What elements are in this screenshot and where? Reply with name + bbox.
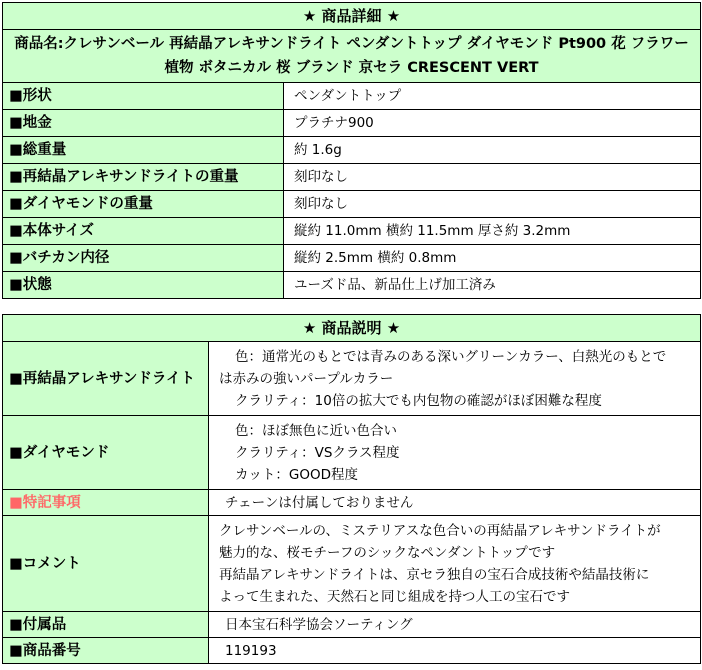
comment-line: よって生まれた、天然石と同じ組成を持つ人工の宝石です	[219, 588, 570, 605]
accessories-label: ■付属品	[3, 612, 209, 638]
comment-line: 魅力的な、桜モチーフのシックなペンダントトップです	[219, 544, 556, 561]
diamond-description	[209, 416, 701, 490]
alexandrite-weight-label: ■再結晶アレキサンドライトの重量	[3, 164, 284, 191]
metal-label: ■地金	[3, 110, 284, 137]
total-weight-value: 約 1.6g	[284, 137, 701, 164]
diamond-weight-value: 刻印なし	[284, 191, 701, 218]
bail-size-value: 縦約 2.5mm 横約 0.8mm	[284, 245, 701, 272]
alexandrite-label: ■再結晶アレキサンドライト	[3, 342, 209, 416]
condition-label: ■状態	[3, 272, 284, 299]
comment-label: ■コメント	[3, 516, 209, 612]
body-size-label: ■本体サイズ	[3, 218, 284, 245]
special-notes-value: チェーンは付属しておりません	[209, 490, 701, 516]
alexandrite-weight-value: 刻印なし	[284, 164, 701, 191]
shape-label: ■形状	[3, 83, 284, 110]
alexandrite-description	[209, 342, 701, 416]
alexandrite-line: クラリティ：10倍の拡大でも内包物の確認がほぼ困難な程度	[235, 392, 602, 409]
item-number-value: 119193	[209, 638, 701, 664]
product-details-table	[2, 2, 701, 299]
body-size-value: 縦約 11.0mm 横約 11.5mm 厚さ約 3.2mm	[284, 218, 701, 245]
bail-size-label: ■バチカン内径	[3, 245, 284, 272]
comment-line: 再結晶アレキサンドライトは、京セラ独自の宝石合成技術や結晶技術に	[219, 566, 650, 583]
details-header: ★ 商品詳細 ★	[3, 3, 701, 30]
alexandrite-line: 色：通常光のもとでは青みのある深いグリーンカラー、白熱光のもとで	[235, 348, 667, 365]
comment-text	[209, 516, 701, 612]
special-notes-label: ■特記事項	[3, 490, 209, 516]
diamond-line: 色：ほぼ無色に近い色合い	[235, 422, 397, 439]
accessories-value: 日本宝石科学協会ソーティング	[209, 612, 701, 638]
diamond-label: ■ダイヤモンド	[3, 416, 209, 490]
diamond-line: カット：GOOD程度	[235, 466, 358, 483]
diamond-line: クラリティ：VSクラス程度	[235, 444, 400, 461]
metal-value: プラチナ900	[284, 110, 701, 137]
item-number-label: ■商品番号	[3, 638, 209, 664]
description-header: ★ 商品説明 ★	[3, 315, 701, 342]
diamond-weight-label: ■ダイヤモンドの重量	[3, 191, 284, 218]
shape-value: ペンダントトップ	[284, 83, 701, 110]
alexandrite-line: は赤みの強いパープルカラー	[219, 370, 394, 387]
product-description-table	[2, 314, 701, 664]
condition-value: ユーズド品、新品仕上げ加工済み	[284, 272, 701, 299]
product-name: 商品名:クレサンベール 再結晶アレキサンドライト ペンダントトップ ダイヤモンド Pt900 花 フラワー 植物 ボタニカル 桜 ブランド 京セラ CRESCENT VERT	[3, 30, 701, 83]
comment-line: クレサンベールの、ミステリアスな色合いの再結晶アレキサンドライトが	[219, 522, 661, 539]
total-weight-label: ■総重量	[3, 137, 284, 164]
